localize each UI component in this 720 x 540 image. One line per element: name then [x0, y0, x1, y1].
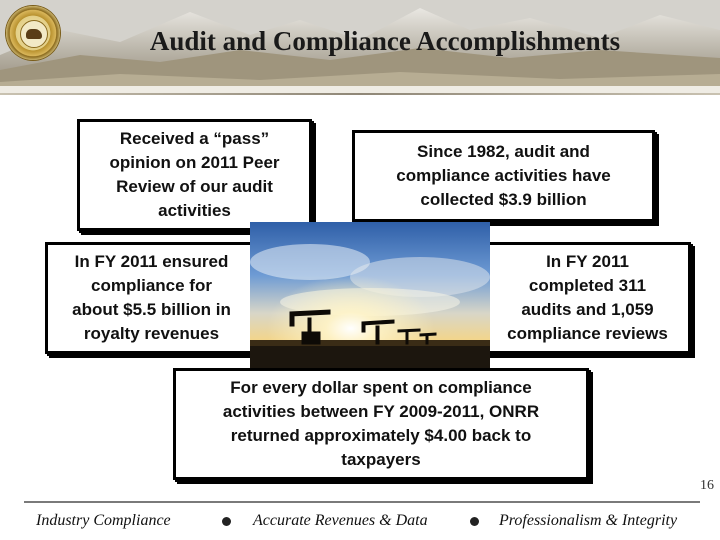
box-line: In FY 2011 ensured [74, 252, 229, 271]
audits-box [484, 242, 691, 354]
footer-item-industry-compliance: Industry Compliance [36, 512, 171, 529]
bullet-icon [470, 517, 479, 526]
footer-divider [24, 501, 700, 503]
box-line: completed 311 [528, 276, 647, 295]
box-line: collected $3.9 billion [420, 190, 587, 209]
box-line: In FY 2011 [546, 252, 629, 271]
collected-box [352, 130, 655, 222]
box-line: activities between FY 2009-2011, ONRR [222, 402, 540, 421]
page-title: Audit and Compliance Accomplishments [149, 26, 621, 56]
box-line: activities [158, 201, 231, 220]
peer-review-box [77, 119, 312, 231]
box-line: Received a “pass” [119, 129, 270, 148]
footer [0, 509, 720, 535]
box-line: compliance activities have [396, 166, 611, 185]
royalty-box [45, 242, 258, 354]
footer-item-accurate-revenues: Accurate Revenues & Data [253, 512, 428, 529]
box-line: Review of our audit [116, 177, 273, 196]
box-line: Since 1982, audit and [417, 142, 590, 161]
box-line: For every dollar spent on compliance [230, 378, 532, 397]
header-banner [0, 0, 720, 95]
box-line: taxpayers [341, 450, 421, 469]
oil-pumpjack-photo [250, 222, 490, 374]
box-line: royalty revenues [83, 324, 220, 343]
bullet-icon [222, 517, 231, 526]
return-on-spending-box [173, 368, 589, 480]
box-line: compliance for [91, 276, 212, 295]
page-number: 16 [700, 478, 714, 493]
box-line: compliance reviews [507, 324, 668, 343]
box-line: about $5.5 billion in [72, 300, 231, 319]
box-line: audits and 1,059 [521, 300, 654, 319]
box-line: opinion on 2011 Peer [109, 153, 280, 172]
footer-item-professionalism: Professionalism & Integrity [499, 512, 678, 529]
box-line: returned approximately $4.00 back to [230, 426, 532, 445]
header-divider [0, 93, 720, 95]
